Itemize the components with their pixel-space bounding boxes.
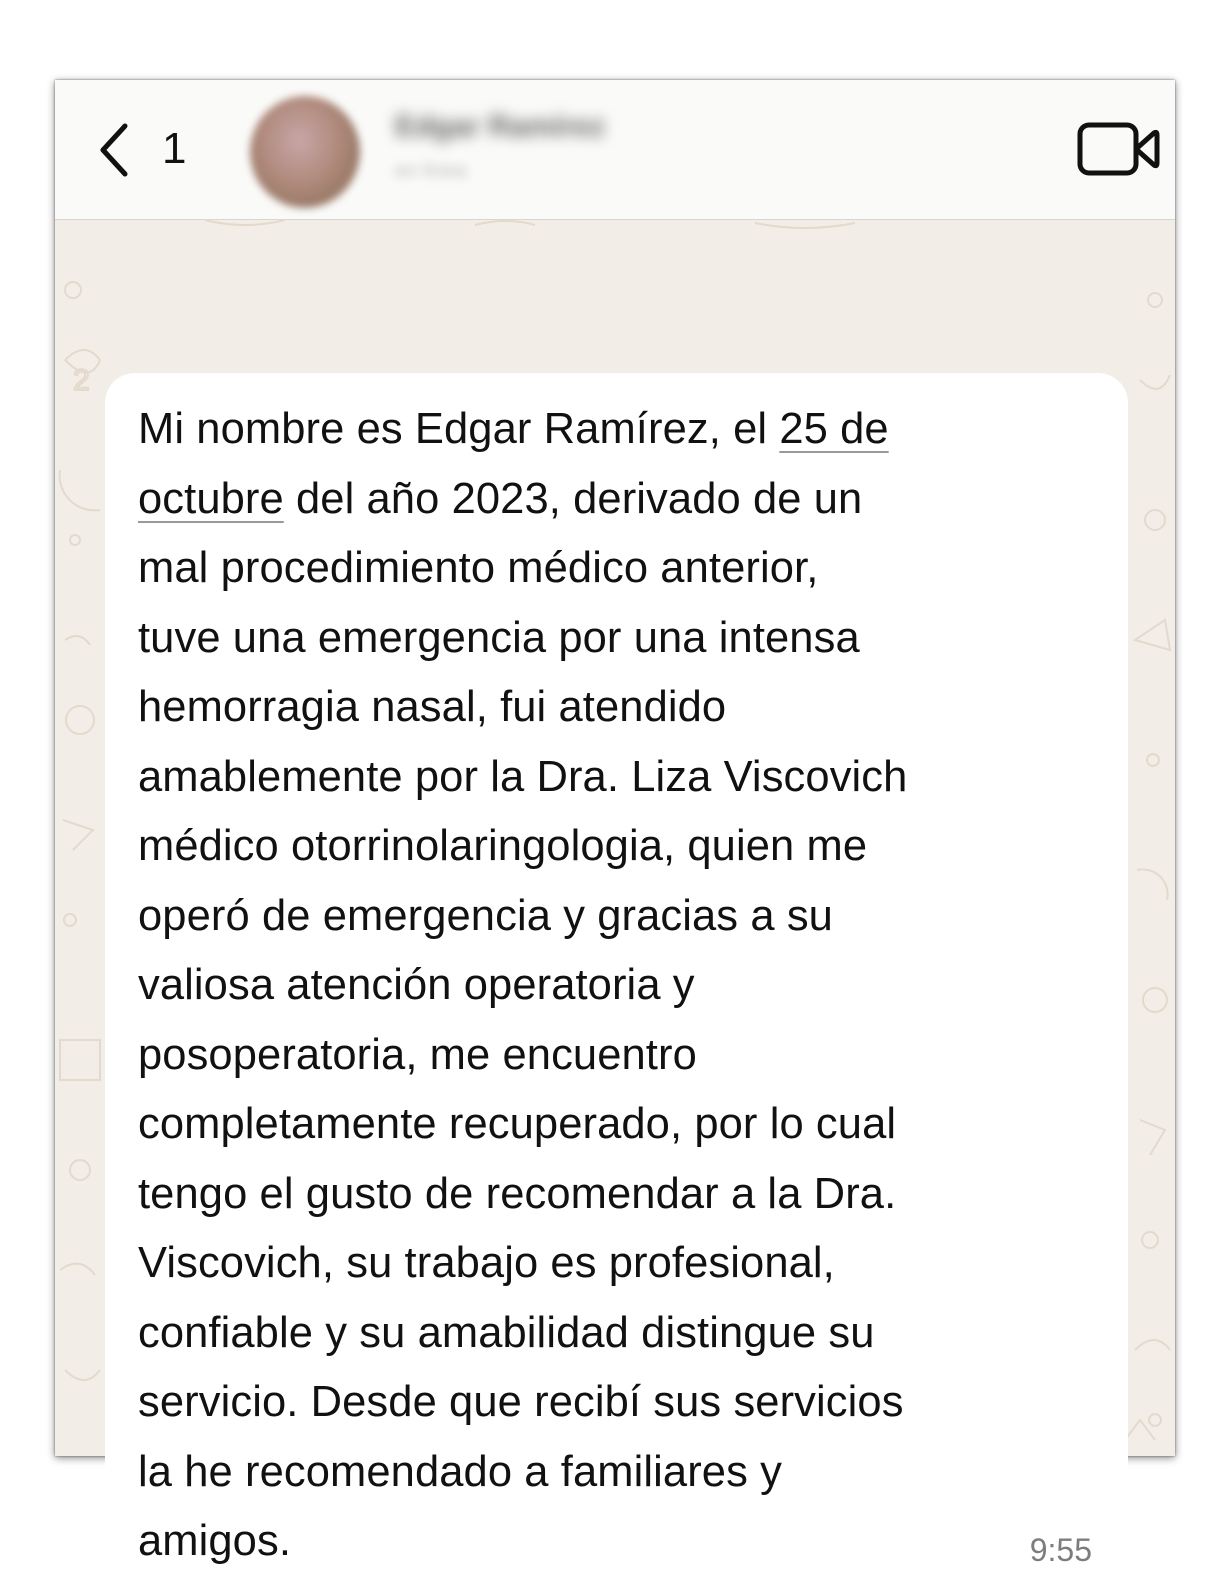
avatar[interactable] [250, 96, 360, 208]
chat-background [55, 220, 1175, 1568]
date-link[interactable]: octubre [138, 474, 284, 523]
video-camera-icon[interactable] [1077, 120, 1161, 178]
message-line: hemorragia nasal, fui atendido [138, 683, 727, 731]
message-line: confiable y su amabilidad distingue su [138, 1308, 875, 1357]
message-line [138, 395, 1098, 465]
message-line: tuve una emergencia por una intensa [138, 613, 860, 662]
message-timestamp: 9:55 [1029, 1532, 1092, 1568]
message-line: amigos. [138, 1517, 292, 1565]
chat-window [55, 80, 1175, 1568]
message-bubble[interactable] [105, 373, 1128, 1591]
message-line: médico otorrinolaringologia, quien me [138, 822, 868, 870]
message-line: valiosa atención operatoria y [138, 961, 695, 1009]
message-line: la he recomendado a familiares y [138, 1447, 782, 1496]
message-line: completamente recuperado, por lo cual [138, 1100, 897, 1148]
unread-count[interactable]: 1 [162, 124, 187, 173]
message-line: tengo el gusto de recomendar a la Dra. [138, 1169, 897, 1218]
message-line: Viscovich, su trabajo es profesional, [138, 1239, 835, 1287]
text-segment: Mi nombre es Edgar Ramírez, el [138, 405, 780, 453]
message-line: servicio. Desde que recibí sus servicios [138, 1378, 904, 1426]
text-segment: del año 2023, derivado de un [283, 474, 863, 523]
contact-name[interactable]: Edgar Ramírez [395, 110, 606, 143]
message-line [138, 465, 1098, 535]
message-line: posoperatoria, me encuentro [138, 1030, 697, 1079]
contact-status: en línea [395, 160, 467, 182]
message-line: mal procedimiento médico anterior, [138, 544, 819, 592]
chat-header [55, 80, 1175, 220]
svg-text:2: 2 [73, 364, 90, 397]
message-text [138, 395, 1098, 1577]
date-link[interactable]: 25 de [779, 405, 889, 453]
message-line: amablemente por la Dra. Liza Viscovich [138, 752, 908, 801]
message-line: operó de emergencia y gracias a su [138, 891, 833, 940]
chevron-left-icon[interactable] [95, 120, 135, 180]
